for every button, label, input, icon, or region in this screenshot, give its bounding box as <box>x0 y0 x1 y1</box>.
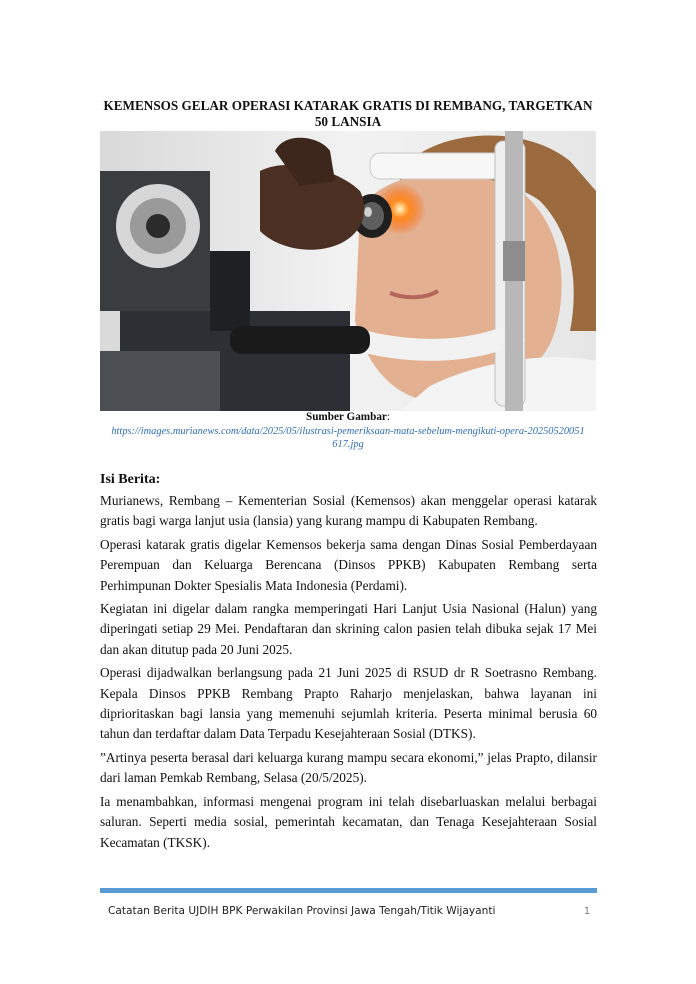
paragraph: Operasi katarak gratis digelar Kemensos bekerja sama dengan Dinas Sosial Pemberdayaan Perempuan dan Keluarga Berencana (Dinsos PPKB) Kabupaten Rembang serta Perhimpunan Dokter Spesialis Mata Indonesia (Perdami). <box>100 536 597 593</box>
paragraph: ”Artinya peserta berasal dari keluarga kurang mampu secara ekonomi,” jelas Prapto, dilansir dari laman Pemkab Rembang, Selasa (20/5/2025). <box>100 749 597 786</box>
section-heading: Isi Berita: <box>100 472 161 487</box>
paragraph: Murianews, Rembang – Kementerian Sosial (Kemensos) akan menggelar operasi katarak gratis bagi warga lanjut usia (lansia) yang kurang mampu di Kabupaten Rembang. <box>100 493 597 529</box>
paragraph: Kegiatan ini digelar dalam rangka memperingati Hari Lanjut Usia Nasional (Halun) yang diperingati setiap 29 Mei. Pendaftaran dan skrining calon pasien telah dibuka sejak 17 Mei dan akan ditutup pada 20 Juni 2025. <box>100 601 597 657</box>
footer-divider <box>100 888 597 893</box>
article-body <box>100 491 597 856</box>
footer-text: Catatan Berita UJDIH BPK Perwakilan Provinsi Jawa Tengah/Titik Wijayanti <box>108 905 496 917</box>
image-caption-label: Sumber Gambar: <box>305 411 391 423</box>
article-title: KEMENSOS GELAR OPERASI KATARAK GRATIS DI REMBANG, TARGETKAN 50 LANSIA <box>103 98 593 129</box>
eye-exam-photo <box>100 131 596 411</box>
page-number: 1 <box>584 906 591 917</box>
paragraph: Operasi dijadwalkan berlangsung pada 21 Juni 2025 di RSUD dr R Soetrasno Rembang. Kepala Dinsos PPKB Rembang Prapto Raharjo menjelaskan, bahwa layanan ini diprioritaskan bagi lansia yang memenuhi sejumlah kriteria. Peserta minimal berusia 60 tahun dan terdaftar dalam Data Terpadu Kesejahteraan Sosial (DTKS). <box>100 665 597 742</box>
image-source-link[interactable]: https://images.murianews.com/data/2025/05/ilustrasi-pemeriksaan-mata-sebelum-mengikuti-opera-20250520051617.jpg <box>111 426 585 450</box>
paragraph: Ia menambahkan, informasi mengenai program ini telah disebarluaskan melalui berbagai saluran. Seperti media sosial, pemerintah kecamatan, dan Tenaga Kesejahteraan Sosial Kecamatan (TKSK). <box>100 793 597 850</box>
